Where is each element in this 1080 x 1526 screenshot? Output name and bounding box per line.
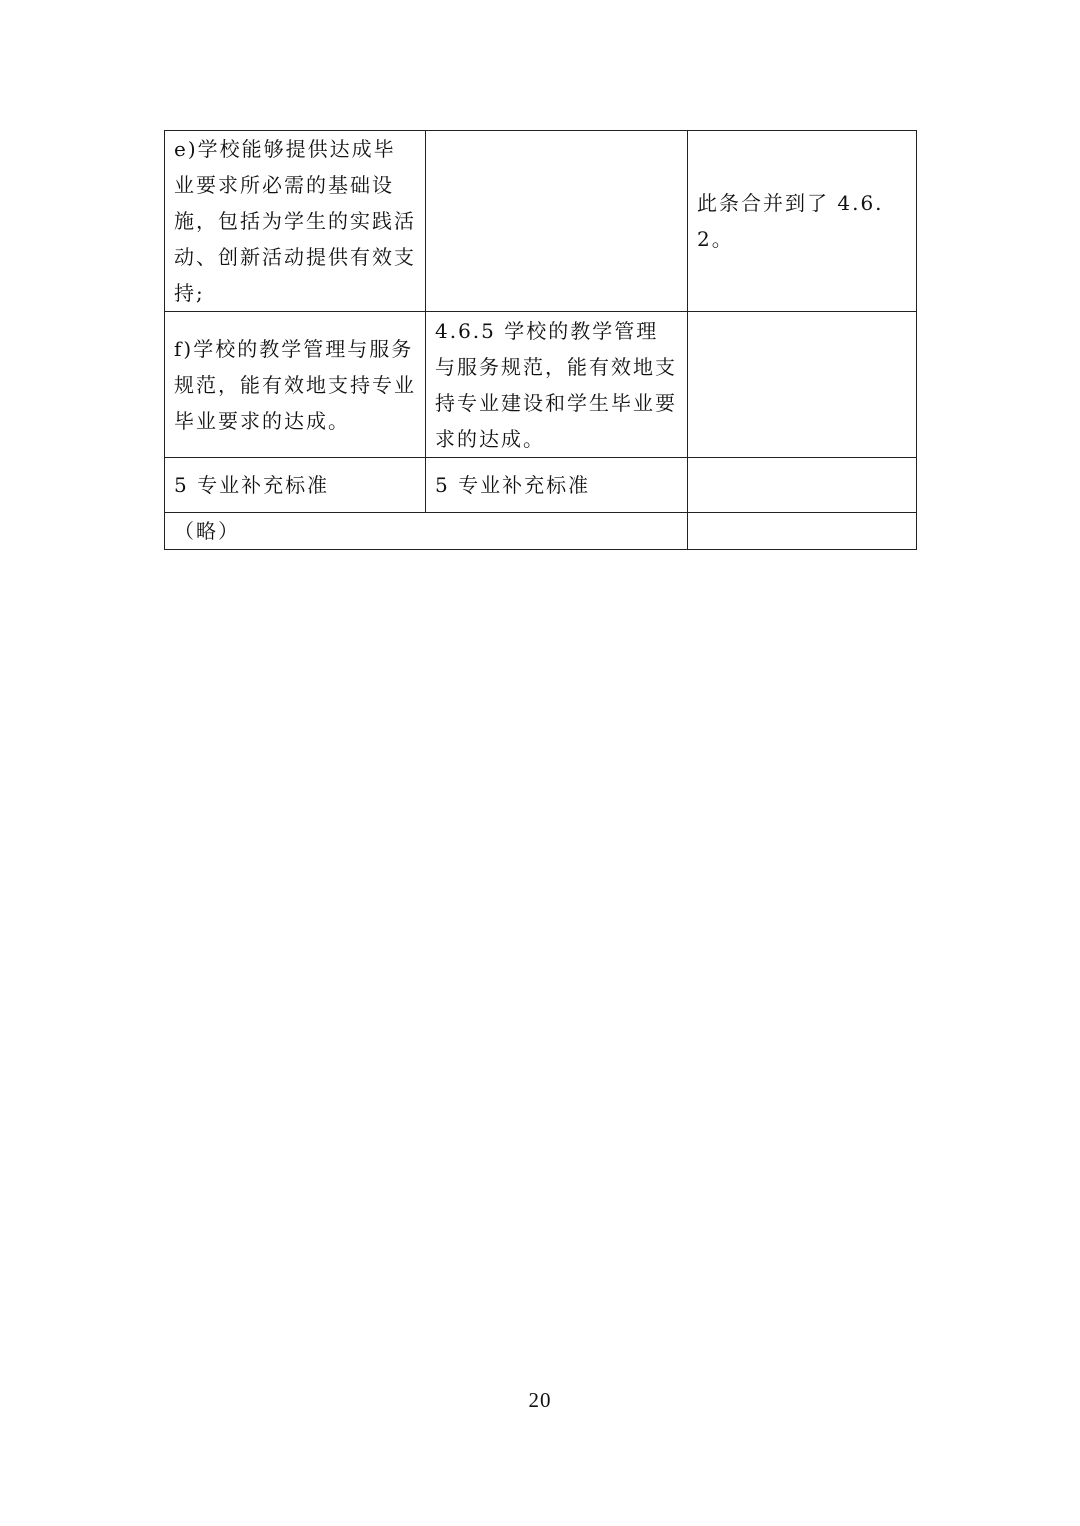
table-cell-revised	[426, 312, 688, 458]
cell-text: 此条合并到了 4.6.2。	[697, 191, 884, 251]
cell-text: 5 专业补充标准	[174, 473, 330, 497]
table-cell-original	[165, 131, 426, 312]
table-row	[165, 513, 917, 550]
table-cell-revised	[426, 458, 688, 513]
table-cell-revised	[426, 131, 688, 312]
cell-text: 5 专业补充标准	[435, 473, 591, 497]
cell-text: 4.6.5 学校的教学管理与服务规范，能有效地支持专业建设和学生毕业要求的达成。	[435, 318, 677, 451]
table-cell-note	[688, 458, 917, 513]
cell-text: e)学校能够提供达成毕业要求所必需的基础设施，包括为学生的实践活动、创新活动提供有效支持;	[174, 137, 416, 305]
page-number: 20	[528, 1388, 552, 1412]
cell-text: （略）	[174, 519, 240, 543]
table-cell-merged	[165, 513, 688, 550]
table-row	[165, 458, 917, 513]
table-cell-original	[165, 312, 426, 458]
table-row	[165, 312, 917, 458]
table-cell-note	[688, 513, 917, 550]
comparison-table	[164, 130, 917, 550]
table-cell-note	[688, 131, 917, 312]
cell-text: f)学校的教学管理与服务规范，能有效地支持专业毕业要求的达成。	[174, 336, 416, 433]
table-row	[165, 131, 917, 312]
table-cell-note	[688, 312, 917, 458]
table-cell-original	[165, 458, 426, 513]
